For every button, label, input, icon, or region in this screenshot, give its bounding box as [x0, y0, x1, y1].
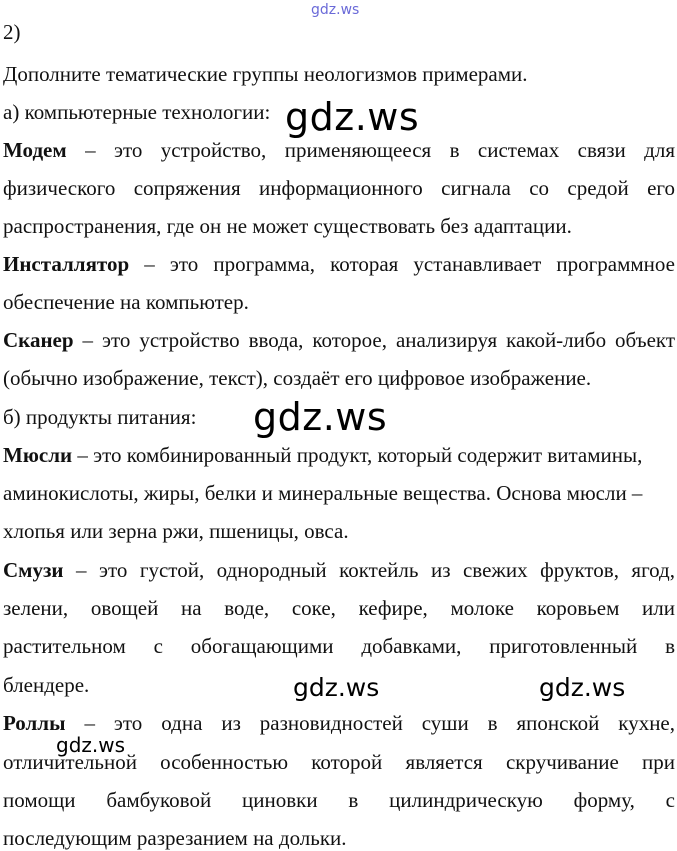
definition-rolls-line3: помощи бамбуковой циновки в цилиндрическую форму, с	[3, 788, 675, 812]
definition-smoothie-line3: растительном с обогащающими добавками, приготовленный в	[3, 634, 675, 658]
definition-scanner-line1	[3, 327, 675, 353]
watermark-5: gdz.ws	[56, 733, 126, 757]
definition-smoothie-line4: блендере.	[3, 673, 90, 697]
definition-smoothie-line1	[3, 557, 675, 583]
exercise-number: 2)	[3, 20, 21, 44]
definition-scanner-line2: (обычно изображение, текст), создаёт его цифровое изображение.	[3, 366, 592, 390]
watermark-2: gdz.ws	[253, 395, 388, 439]
definition-installer-line2: обеспечение на компьютер.	[3, 290, 249, 314]
definition-text: – это устройство, применяющееся в системах связи для	[85, 138, 675, 162]
definition-text: – это комбинированный продукт, который содержит витамины,	[77, 443, 643, 467]
definition-rolls-line2: отличительной особенностью которой является скручивание при	[3, 750, 675, 774]
watermark-4: gdz.ws	[539, 673, 626, 702]
definition-text: – это программа, которая устанавливает программное	[144, 252, 675, 276]
term-smoothie: Смузи	[3, 558, 64, 582]
watermark-1: gdz.ws	[285, 95, 420, 139]
definition-text: – это густой, однородный коктейль из свежих фруктов, ягод,	[76, 558, 675, 582]
term-rolls: Роллы	[3, 711, 66, 735]
watermark-top: gdz.ws	[311, 2, 360, 18]
definition-installer-line1	[3, 251, 675, 277]
watermark-3: gdz.ws	[293, 673, 380, 702]
definition-muesli-line1	[3, 442, 675, 468]
section-b-title: б) продукты питания:	[3, 405, 197, 429]
definition-muesli-line3: хлопья или зерна ржи, пшеницы, овса.	[3, 519, 349, 543]
term-installer: Инсталлятор	[3, 252, 130, 276]
definition-muesli-line2: аминокислоты, жиры, белки и минеральные вещества. Основа мюсли –	[3, 481, 643, 505]
definition-smoothie-line2: зелени, овощей на воде, соке, кефире, молоке коровьем или	[3, 596, 675, 620]
definition-text: – это одна из разновидностей суши в японской кухне,	[84, 711, 675, 735]
definition-text: – это устройство ввода, которое, анализируя какой-либо объект	[82, 328, 675, 352]
task-text: Дополните тематические группы неологизмов примерами.	[3, 62, 528, 86]
definition-modem-line2: физического сопряжения информационного сигнала со средой его	[3, 176, 675, 200]
term-muesli: Мюсли	[3, 443, 73, 467]
definition-modem-line3: распространения, где он не может существовать без адаптации.	[3, 214, 572, 238]
definition-modem-line1	[3, 137, 675, 163]
term-scanner: Сканер	[3, 328, 74, 352]
section-a-title: а) компьютерные технологии:	[3, 100, 271, 124]
definition-rolls-line4: последующим разрезанием на дольки.	[3, 826, 347, 850]
term-modem: Модем	[3, 138, 67, 162]
